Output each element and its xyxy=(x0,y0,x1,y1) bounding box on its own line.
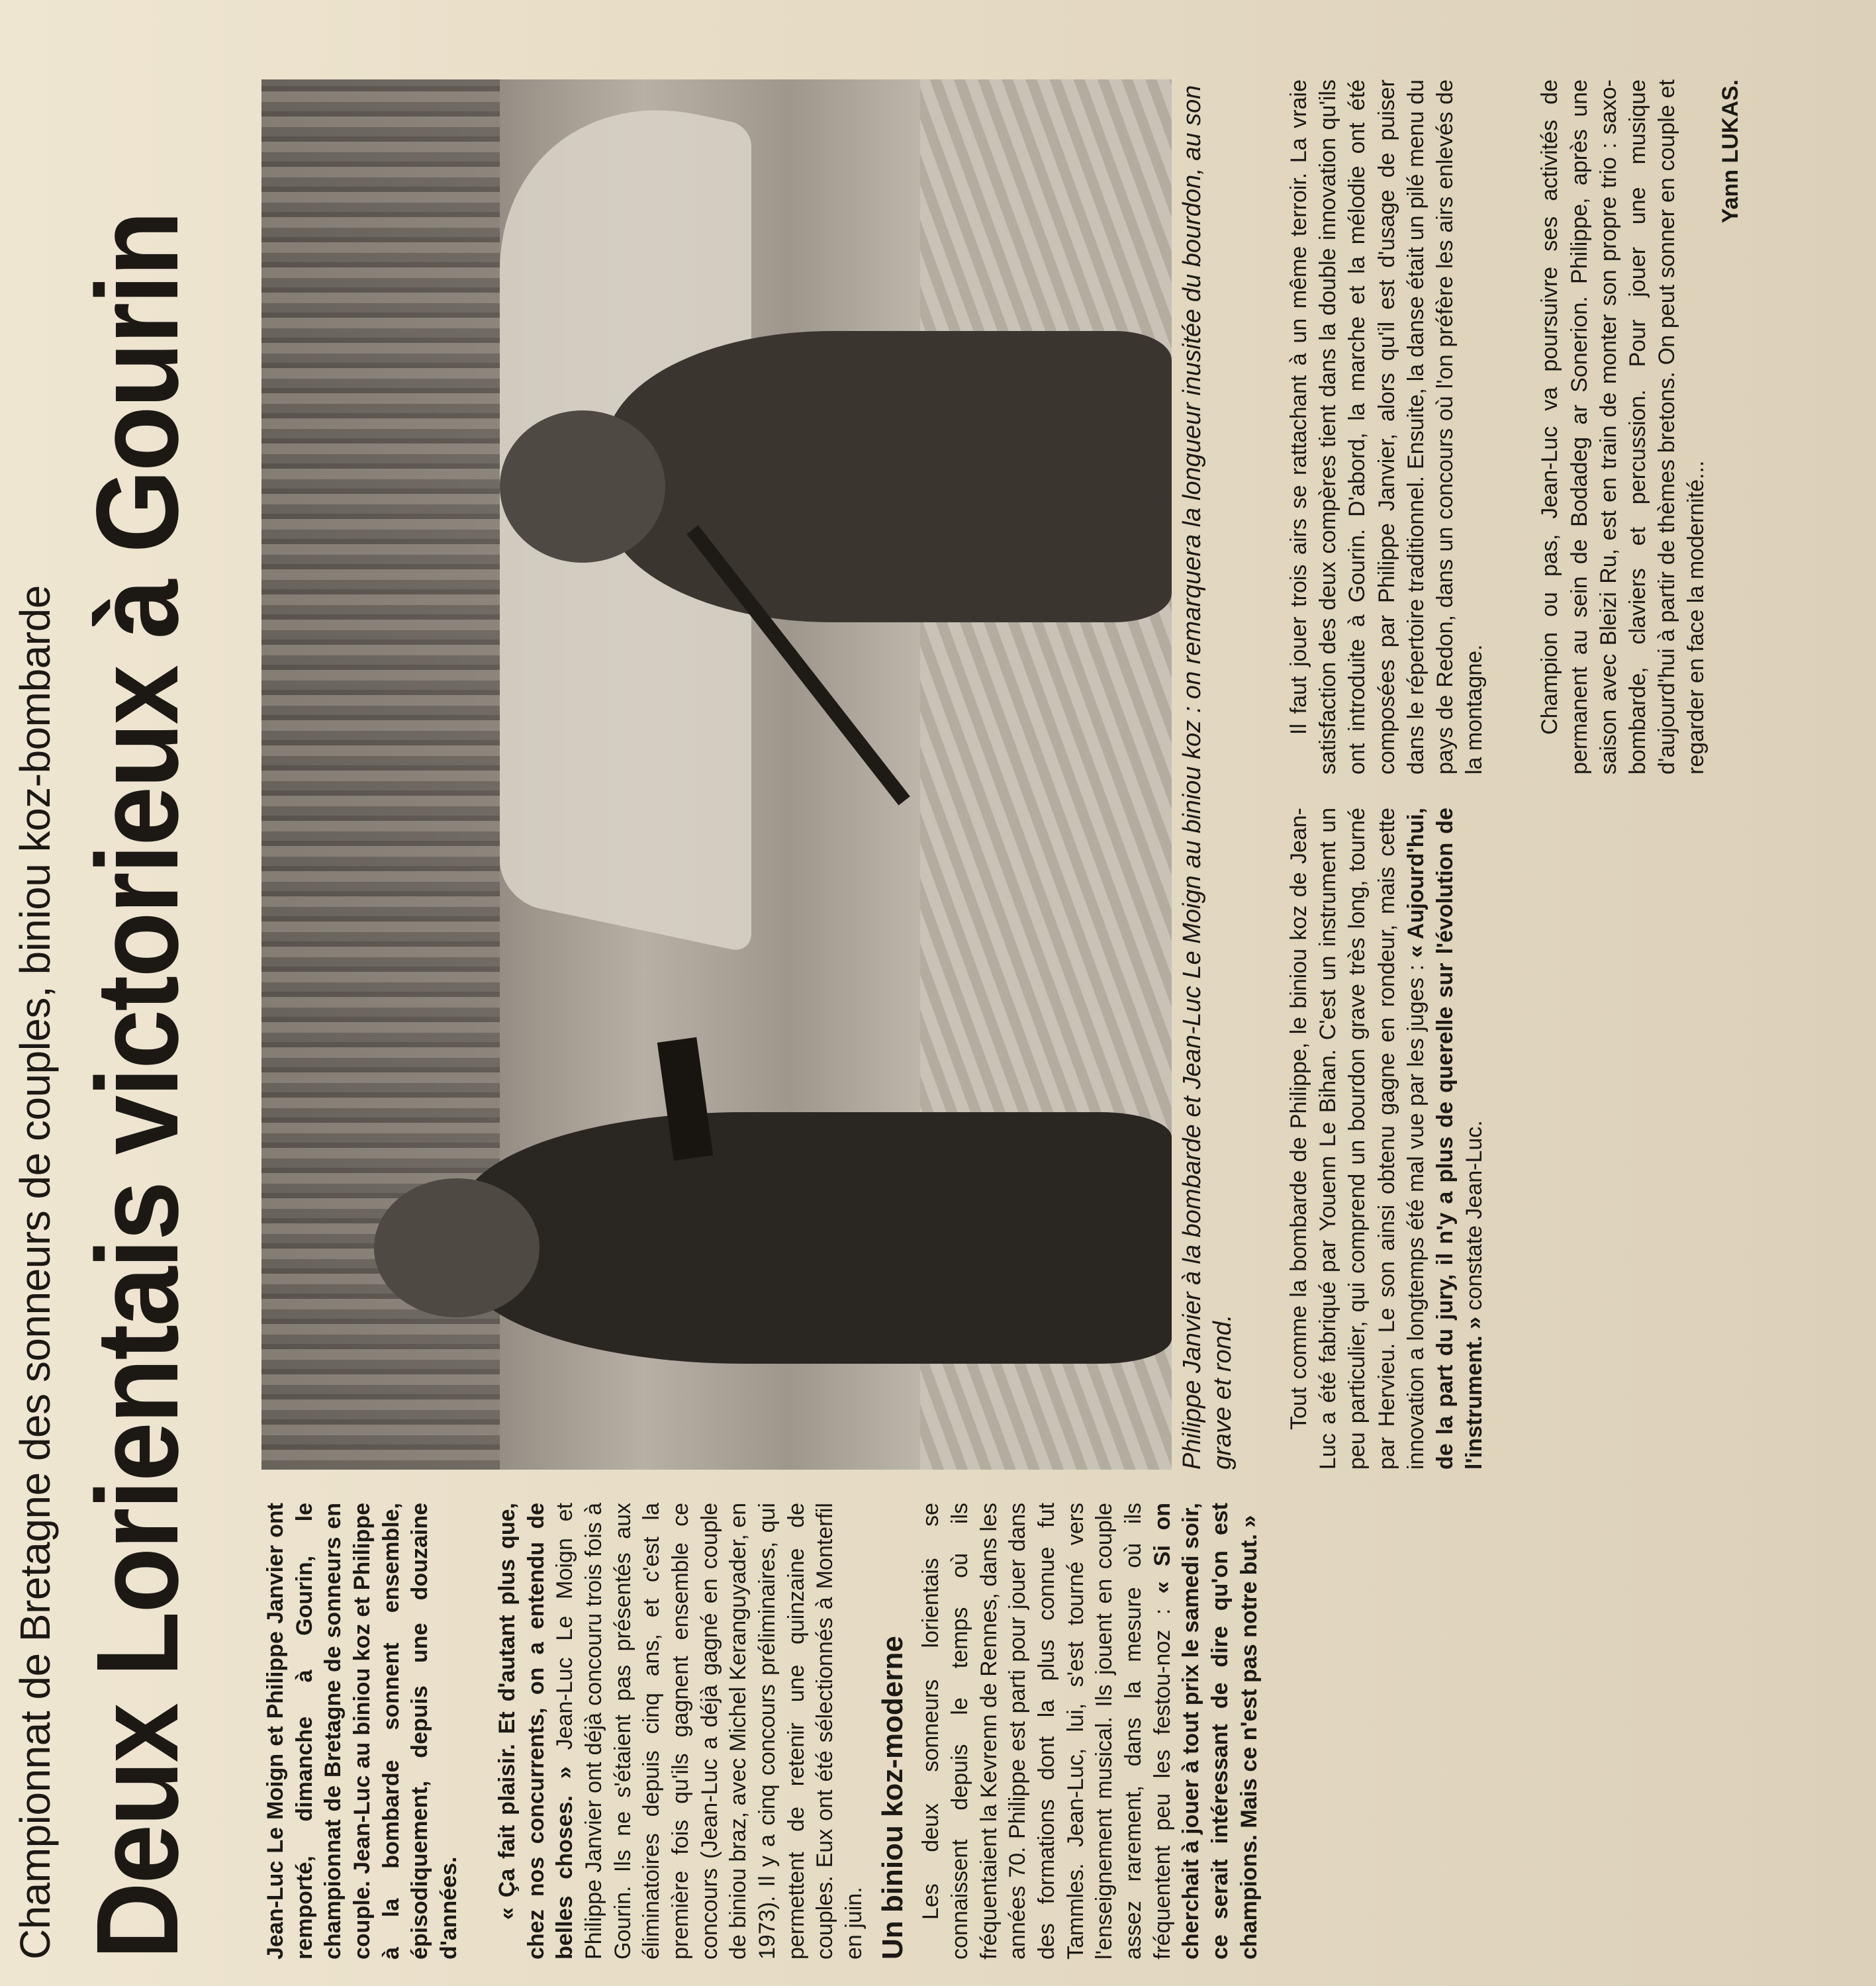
column2-paragraph-end: constate Jean-Luc. xyxy=(1462,1120,1487,1317)
article-lead: Jean-Luc Le Moign et Philippe Janvier ont remporté, dimanche à Gourin, le championnat de Bretagne de sonneurs en couple. Jean-Luc au biniou koz et Philippe à la bombarde sonnent ensemble, épisodiquement, depuis une douzaine d'années. xyxy=(263,1503,462,1960)
article-column-3 xyxy=(1284,79,1746,775)
column1-paragraph-text: Jean-Luc Le Moign et Philippe Janvier ont déjà concouru trois fois à Gourin. Ils ne s'étaient pas présentés aux éliminatoires depuis cinq ans, et c'est la première fois qu'ils gagnent ensemble ce concours (Jean-Luc a déjà gagné en couple de biniou braz, avec Michel Keranguyader, en 1973). Il y a cinq concours préliminaires, qui permettent de retenir une quinzaine de couples. Eux ont été sélectionnés à Monterfil en juin. xyxy=(552,1503,867,1960)
article-subheading: Un biniou koz-moderne xyxy=(876,1636,909,1960)
column1-paragraph-2-text: Les deux sonneurs lorientais se connaissent depuis le temps où ils fréquentaient la Kevrenn de Rennes, dans les années 70. Philippe est parti pour jouer dans des formations dont la plus connue fut Tammles. Jean-Luc, lui, s'est tourné vers l'enseignement musical. Ils jouent en couple assez rarement, dans la mesure où ils fréquentent peu les festou-noz : xyxy=(918,1503,1175,1960)
photo-caption: Philippe Janvier à la bombarde et Jean-Luc Le Moign au biniou koz : on remarquera la longueur inusitée du bourdon, au son grave et rond. xyxy=(1178,85,1237,1470)
photo-bombarde-player xyxy=(460,1112,1172,1364)
article-photo xyxy=(261,79,1172,1470)
quote-bold-3: « Aujourd'hui, de la part du jury, il n'y a plus de querelle sur l'évolution de l'instrument. » xyxy=(1403,808,1487,1470)
column1-paragraph xyxy=(493,1503,869,1960)
article-column-1 xyxy=(261,1503,1264,1960)
photo-biniou-player-head xyxy=(500,410,665,563)
author-signature: Yann LUKAS. xyxy=(1718,79,1744,224)
article-kicker: Championnat de Bretagne des sonneurs de couples, biniou koz-bombarde xyxy=(11,585,59,1960)
photo-biniou-player xyxy=(606,331,1172,622)
quote-bold-2: « Si on cherchait à jouer à tout prix le samedi soir, ce serait intéressant de dire qu'on est champions. Mais ce n'est pas notre but. » xyxy=(1149,1502,1262,1960)
article-headline: Deux Lorientais victorieux à Gourin xyxy=(73,213,203,1960)
column1-paragraph-2 xyxy=(917,1503,1264,1960)
column2-paragraph-text: Tout comme la bombarde de Philippe, le biniou koz de Jean-Luc a été fabriqué par Youenn Le Bihan. C'est un instrument un peu particulier, qui comprend un bourdon grave très long, tourné par Hervieu. Le son ainsi obtenu gagne en rondeur, mais cette innovation a longtemps été mal vue par les juges : xyxy=(1286,808,1429,1470)
column3-paragraph-2: Champion ou pas, Jean-Luc va poursuivre ses activités de permanent au sein de Bodadeg ar Sonerion. Philippe, après une saison avec Bleizi Ru, est en train de monter son propre trio : saxo-bombarde, claviers et percussion. Pour jouer une musique d'aujourd'hui à partir de thèmes bretons. On peut sonner en couple et regarder en face la modernité... xyxy=(1537,79,1709,775)
photo-bombarde-player-head xyxy=(374,1178,539,1317)
column3-paragraph-1: Il faut jouer trois airs se rattachant à un même terroir. La vraie satisfaction des deux compères tient dans la double innovation qu'ils ont introduite à Gourin. D'abord, la marche et la mélodie ont été composées par Philippe Janvier, alors qu'il est d'usage de puiser dans le répertoire traditionnel. Ensuite, la danse était un pilé menu du pays de Redon, dans un concours où l'on préfère les airs enlevés de la montagne. xyxy=(1286,79,1487,775)
column2-paragraph xyxy=(1284,808,1489,1470)
quote-bold: « Ça fait plaisir. Et d'autant plus que, chez nos concurrents, on a entendu de belles choses. » xyxy=(494,1503,578,1960)
article-column-2 xyxy=(1284,808,1489,1470)
